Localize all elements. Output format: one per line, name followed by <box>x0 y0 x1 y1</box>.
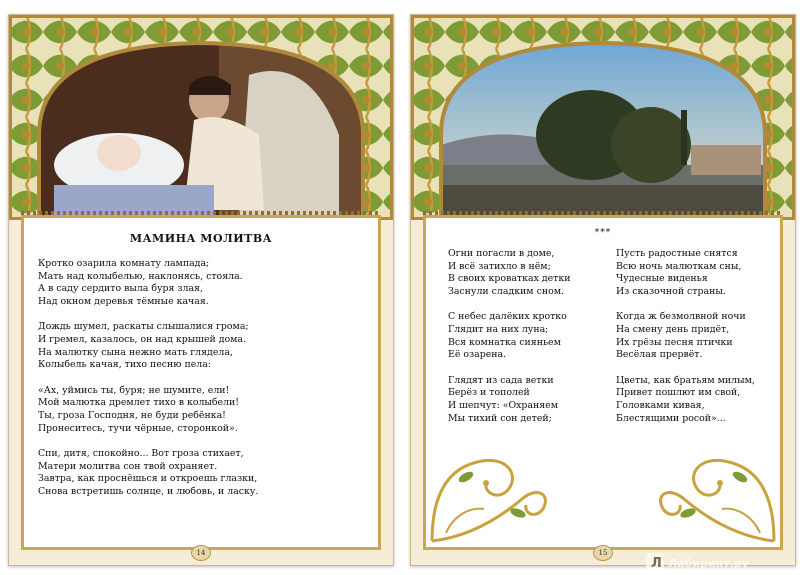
poem-line: Мой малютка дремлет тихо в колыбели! <box>38 397 240 409</box>
poem-line: С небес далёких кротко <box>448 311 567 323</box>
stanza <box>448 375 618 425</box>
poem-line: Мать над колыбелью, наклонясь, стояла. <box>38 270 243 282</box>
poem-line: Весёлая прервёт. <box>616 349 703 361</box>
corner-ornament-right <box>650 437 780 547</box>
text-panel <box>21 215 381 550</box>
poem-line: Цветы, как братьям милым, <box>616 374 755 386</box>
poem-line: Пронеситесь, тучи чёрные, сторонкой». <box>38 422 238 434</box>
corner-ornament-left <box>426 437 556 547</box>
poem-line: Снова встретишь солнце, и любовь, и ласку. <box>38 485 259 497</box>
poem-line: Когда ж безмолвной ночи <box>616 311 746 323</box>
poem-line: Блестящими росой»... <box>616 412 726 424</box>
arched-frame <box>9 15 393 220</box>
poem-line: Чудесные виденья <box>616 273 708 285</box>
arched-frame <box>411 15 795 220</box>
poem-line: Завтра, как проснёшься и откроешь глазки, <box>38 473 258 485</box>
poem-line: Дождь шумел, раскаты слышалися грома; <box>38 321 249 333</box>
poem-line: В своих кроватках детки <box>448 273 571 285</box>
stanza <box>38 448 368 498</box>
poem-line: «Ах, уймись ты, буря; не шумите, ели! <box>38 384 230 396</box>
left-page <box>8 14 394 566</box>
page-number: 15 <box>593 545 613 561</box>
poem-line: Огни погасли в доме, <box>448 248 555 259</box>
poem-body <box>38 258 368 512</box>
poem-line: Спи, дитя, спокойно... Вот гроза стихает, <box>38 448 244 460</box>
poem-line: Колыбель качая, тихо песню пела: <box>38 359 211 371</box>
stanza <box>448 311 618 361</box>
watermark-text: Лабиринт.ру <box>668 557 749 570</box>
poem-line: Привет пошлют им свой, <box>616 387 741 399</box>
text-panel <box>423 215 783 550</box>
poem-line: Головками кивая, <box>616 399 705 411</box>
stanza <box>616 248 786 298</box>
stanza <box>616 311 786 361</box>
poem-line: Глядит на них луна; <box>448 323 549 335</box>
poem-line: А в саду сердито выла буря злая, <box>38 283 203 295</box>
poem-title: МАМИНА МОЛИТВА <box>129 232 273 245</box>
poem-line: Из сказочной страны. <box>616 285 726 297</box>
labirint-watermark <box>646 551 796 573</box>
poem-line: Матери молитва сон твой охраняет. <box>38 460 218 472</box>
poem-line: И всё затихло в нём; <box>448 260 551 272</box>
poem-line: Берёз и тополей <box>448 387 530 399</box>
poem-line: Над окном деревья тёмные качая. <box>38 295 209 307</box>
poem-line: И гремел, казалось, он над крышей дома. <box>38 333 246 345</box>
poem-line: Вся комнатка сияньем <box>448 336 561 348</box>
poem-line: Заснули сладким сном. <box>448 285 564 297</box>
stanza <box>616 375 786 425</box>
poem-line: Всю ночь малюткам сны, <box>616 260 742 272</box>
page-number: 14 <box>191 545 211 561</box>
poem-line: На смену день придёт, <box>616 323 730 335</box>
stanza <box>38 258 368 308</box>
asterism: *** <box>594 228 612 238</box>
poem-line: На малютку сына нежно мать глядела, <box>38 346 233 358</box>
poem-line: Их грёзы песня птички <box>616 336 733 348</box>
poem-column-left <box>448 248 618 438</box>
poem-line: Пусть радостные снятся <box>616 248 738 259</box>
poem-line: Глядят из сада ветки <box>448 374 554 386</box>
stanza <box>38 385 368 435</box>
landscape-painting <box>441 43 765 215</box>
poem-line: Кротко озарила комнату лампада; <box>38 258 210 269</box>
poem-column-right <box>616 248 786 438</box>
right-page <box>410 14 796 566</box>
poem-line: Её озарена. <box>448 349 507 361</box>
svg-text:Л: Л <box>651 556 662 571</box>
stanza <box>38 321 368 371</box>
stanza <box>448 248 618 298</box>
poem-line: И шепчут: «Охраняем <box>448 399 559 411</box>
mother-and-baby-painting <box>39 43 363 215</box>
poem-line: Ты, гроза Господня, не буди ребёнка! <box>38 409 226 421</box>
poem-line: Мы тихий сон детей; <box>448 412 552 424</box>
